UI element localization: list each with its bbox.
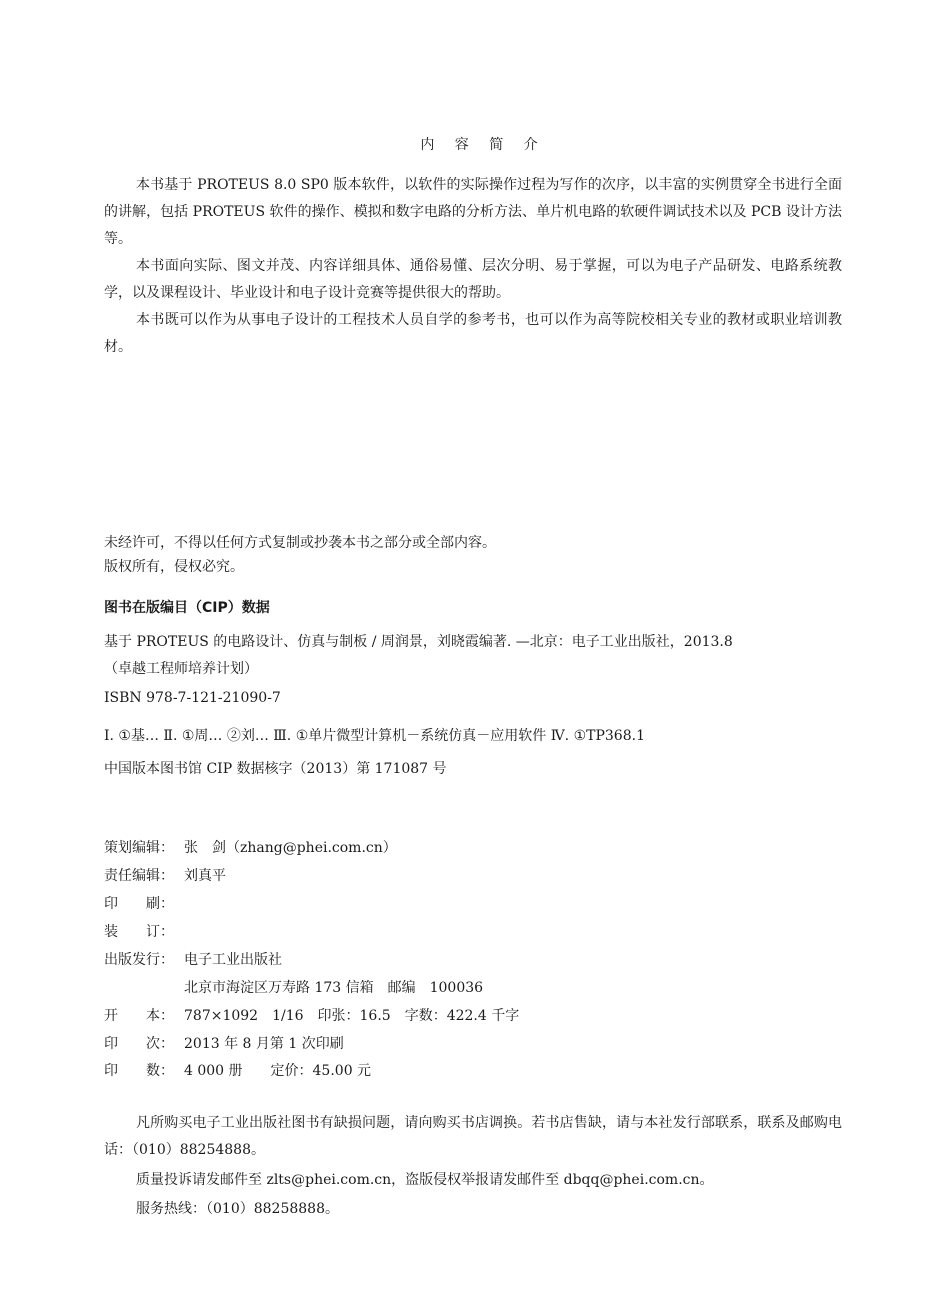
quantity-row (104, 1061, 371, 1081)
format-row (104, 1006, 519, 1026)
cip-record-number: 中国版本图书馆 CIP 数据核字（2013）第 171087 号 (104, 761, 447, 777)
footer-hotline: 服务热线：（010）88258888。 (136, 1201, 339, 1217)
publisher-row (104, 950, 282, 970)
planning-editor-label: 策划编辑： (104, 840, 174, 856)
edition-label: 印 次： (104, 1036, 174, 1052)
binding-row (104, 922, 184, 942)
copyright-notice-2: 版权所有，侵权必究。 (104, 559, 244, 575)
printing-row (104, 894, 184, 914)
planning-editor-value: 张 剑（zhang@phei.com.cn） (184, 840, 397, 856)
responsible-editor-value: 刘真平 (184, 868, 226, 884)
footer-notice: 凡所购买电子工业出版社图书有缺损问题，请向购买书店调换。若书店售缺，请与本社发行部联系，联系及邮购电话：（010）88254888。 (104, 1115, 842, 1158)
cip-classification: Ⅰ. ①基… Ⅱ. ①周… ②刘… Ⅲ. ①单片微型计算机－系统仿真－应用软件 Ⅳ. ①TP368.1 (104, 728, 645, 744)
cip-series-line: （卓越工程师培养计划） (104, 661, 258, 677)
summary-title: 内 容 简 介 (420, 137, 546, 153)
printing-label: 印 刷： (104, 896, 174, 912)
quantity-value: 4 000 册 定价：45.00 元 (184, 1063, 372, 1079)
summary-paragraph-1: 本书基于 PROTEUS 8.0 SP0 版本软件，以软件的实际操作过程为写作的次序，以丰富的实例贯穿全书进行全面的讲解，包括 PROTEUS 软件的操作、模拟和数字电路的分析方法、单片机电路的软硬件调试技术以及 PCB 设计方法等。 (104, 177, 842, 247)
cip-heading: 图书在版编目（CIP）数据 (104, 600, 270, 616)
publisher-address: 北京市海淀区万寿路 173 信箱 邮编 100036 (184, 980, 484, 996)
edition-value: 2013 年 8 月第 1 次印刷 (184, 1036, 344, 1052)
edition-row (104, 1034, 344, 1054)
planning-editor-row (104, 838, 397, 858)
format-value: 787×1092 1/16 印张：16.5 字数：422.4 千字 (184, 1008, 520, 1024)
responsible-editor-row (104, 866, 226, 886)
footer-complaint: 质量投诉请发邮件至 zlts@phei.com.cn，盗版侵权举报请发邮件至 dbqq@phei.com.cn。 (136, 1172, 714, 1188)
quantity-label: 印 数： (104, 1063, 174, 1079)
summary-paragraph-3: 本书既可以作为从事电子设计的工程技术人员自学的参考书，也可以作为高等院校相关专业的教材或职业培训教材。 (104, 312, 842, 355)
responsible-editor-label: 责任编辑： (104, 868, 174, 884)
publisher-value: 电子工业出版社 (184, 952, 282, 968)
cip-title-line: 基于 PROTEUS 的电路设计、仿真与制板 / 周润景，刘晓霞编著. —北京：电子工业出版社，2013.8 (104, 634, 733, 650)
format-label: 开 本： (104, 1008, 174, 1024)
publisher-label: 出版发行： (104, 952, 174, 968)
binding-label: 装 订： (104, 924, 174, 940)
cip-isbn: ISBN 978-7-121-21090-7 (104, 690, 281, 706)
copyright-notice-1: 未经许可，不得以任何方式复制或抄袭本书之部分或全部内容。 (104, 535, 496, 551)
summary-paragraph-2: 本书面向实际、图文并茂、内容详细具体、通俗易懂、层次分明、易于掌握，可以为电子产品研发、电路系统教学，以及课程设计、毕业设计和电子设计竞赛等提供很大的帮助。 (104, 258, 842, 301)
